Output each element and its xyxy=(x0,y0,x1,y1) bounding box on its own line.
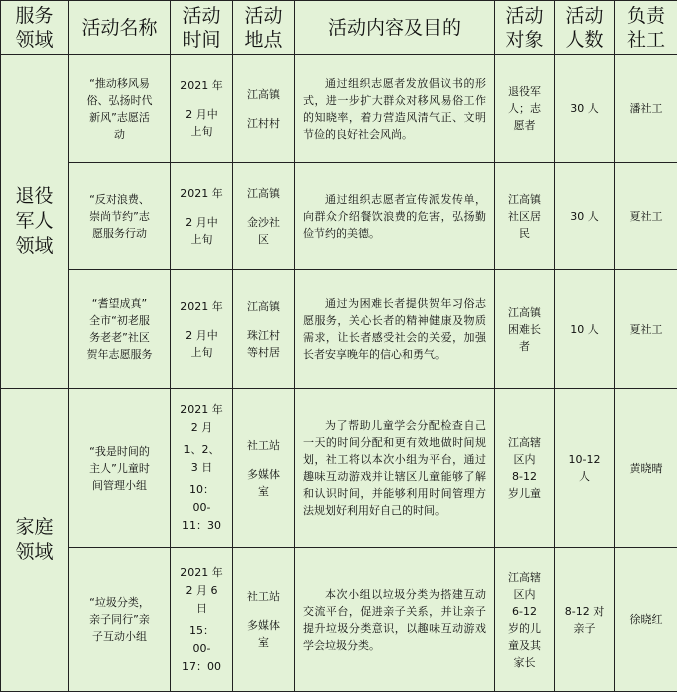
activity-worker: 夏社工 xyxy=(615,270,677,389)
activity-worker: 徐晓红 xyxy=(615,548,677,692)
activity-name: “推动移风易 俗、弘扬时代 新风”志愿活 动 xyxy=(69,55,171,163)
table-row xyxy=(1,270,677,389)
activity-place: 江高镇 金沙社 区 xyxy=(233,163,295,270)
activity-count: 8-12 对 亲子 xyxy=(555,548,615,692)
activity-target: 江高镇 社区居 民 xyxy=(495,163,555,270)
header-domain: 服务 领域 xyxy=(1,1,69,55)
activity-name: “我是时间的 主人”儿童时 间管理小组 xyxy=(69,389,171,548)
activity-time: 2021 年 2 月中 上旬 xyxy=(171,270,233,389)
table-row xyxy=(1,163,677,270)
header-count: 活动 人数 xyxy=(555,1,615,55)
activity-time: 2021 年 2 月中 上旬 xyxy=(171,55,233,163)
activity-target: 江高镇 困难长 者 xyxy=(495,270,555,389)
table-row xyxy=(1,548,677,692)
activity-count: 10-12 人 xyxy=(555,389,615,548)
activity-worker: 潘社工 xyxy=(615,55,677,163)
activity-name: “垃圾分类， 亲子同行”亲 子互动小组 xyxy=(69,548,171,692)
activity-count: 10 人 xyxy=(555,270,615,389)
activity-target: 江高辖 区内 6-12 岁的儿 童及其 家长 xyxy=(495,548,555,692)
activity-place: 社工站 多媒体 室 xyxy=(233,548,295,692)
activity-place: 社工站 多媒体 室 xyxy=(233,389,295,548)
header-time: 活动 时间 xyxy=(171,1,233,55)
activity-target: 江高辖 区内 8-12 岁儿童 xyxy=(495,389,555,548)
activity-target: 退役军 人；志 愿者 xyxy=(495,55,555,163)
activity-content: 通过为困难长者提供贺年习俗志愿服务，关心长者的精神健康及物质需求，让长者感受社会的关爱，加强长者安享晚年的信心和勇气。 xyxy=(295,270,495,389)
domain-cell-veterans: 退役 军人 领域 xyxy=(1,55,69,389)
activity-time: 2021 年 2 月 1、2、 3 日 10： 00- 11：30 xyxy=(171,389,233,548)
activity-content: 为了帮助儿童学会分配检查自己一天的时间分配和更有效地做时间规划，社工将以本次小组为平台，通过趣味互动游戏并让辖区儿童能够了解和认识时间，并能够利用时间管理方法规划好利用好自己的时间。 xyxy=(295,389,495,548)
header-name: 活动名称 xyxy=(69,1,171,55)
activity-name: “反对浪费、 崇尚节约”志 愿服务行动 xyxy=(69,163,171,270)
activity-worker: 夏社工 xyxy=(615,163,677,270)
domain-cell-family: 家庭 领域 xyxy=(1,389,69,692)
header-row xyxy=(1,1,677,55)
activity-count: 30 人 xyxy=(555,55,615,163)
activity-count: 30 人 xyxy=(555,163,615,270)
activity-content: 通过组织志愿者宣传派发传单，向群众介绍餐饮浪费的危害，弘扬勤俭节约的美德。 xyxy=(295,163,495,270)
activity-time: 2021 年 2 月中 上旬 xyxy=(171,163,233,270)
header-place: 活动 地点 xyxy=(233,1,295,55)
header-target: 活动 对象 xyxy=(495,1,555,55)
activity-place: 江高镇 珠江村 等村居 xyxy=(233,270,295,389)
activity-place: 江高镇 江村村 xyxy=(233,55,295,163)
activity-time: 2021 年 2 月 6 日 15： 00- 17：00 xyxy=(171,548,233,692)
table-row xyxy=(1,55,677,163)
header-worker: 负责 社工 xyxy=(615,1,677,55)
activity-content: 通过组织志愿者发放倡议书的形式，进一步扩大群众对移风易俗工作的知晓率，着力营造风清气正、文明节俭的良好社会风尚。 xyxy=(295,55,495,163)
activity-content: 本次小组以垃圾分类为搭建互动交流平台，促进亲子关系，并让亲子提升垃圾分类意识，以趣味互动游戏学会垃圾分类。 xyxy=(295,548,495,692)
activity-name: “耆望成真” 全市“初老服 务老老”社区 贺年志愿服务 xyxy=(69,270,171,389)
activity-worker: 黄晓晴 xyxy=(615,389,677,548)
table-row xyxy=(1,389,677,548)
header-content: 活动内容及目的 xyxy=(295,1,495,55)
